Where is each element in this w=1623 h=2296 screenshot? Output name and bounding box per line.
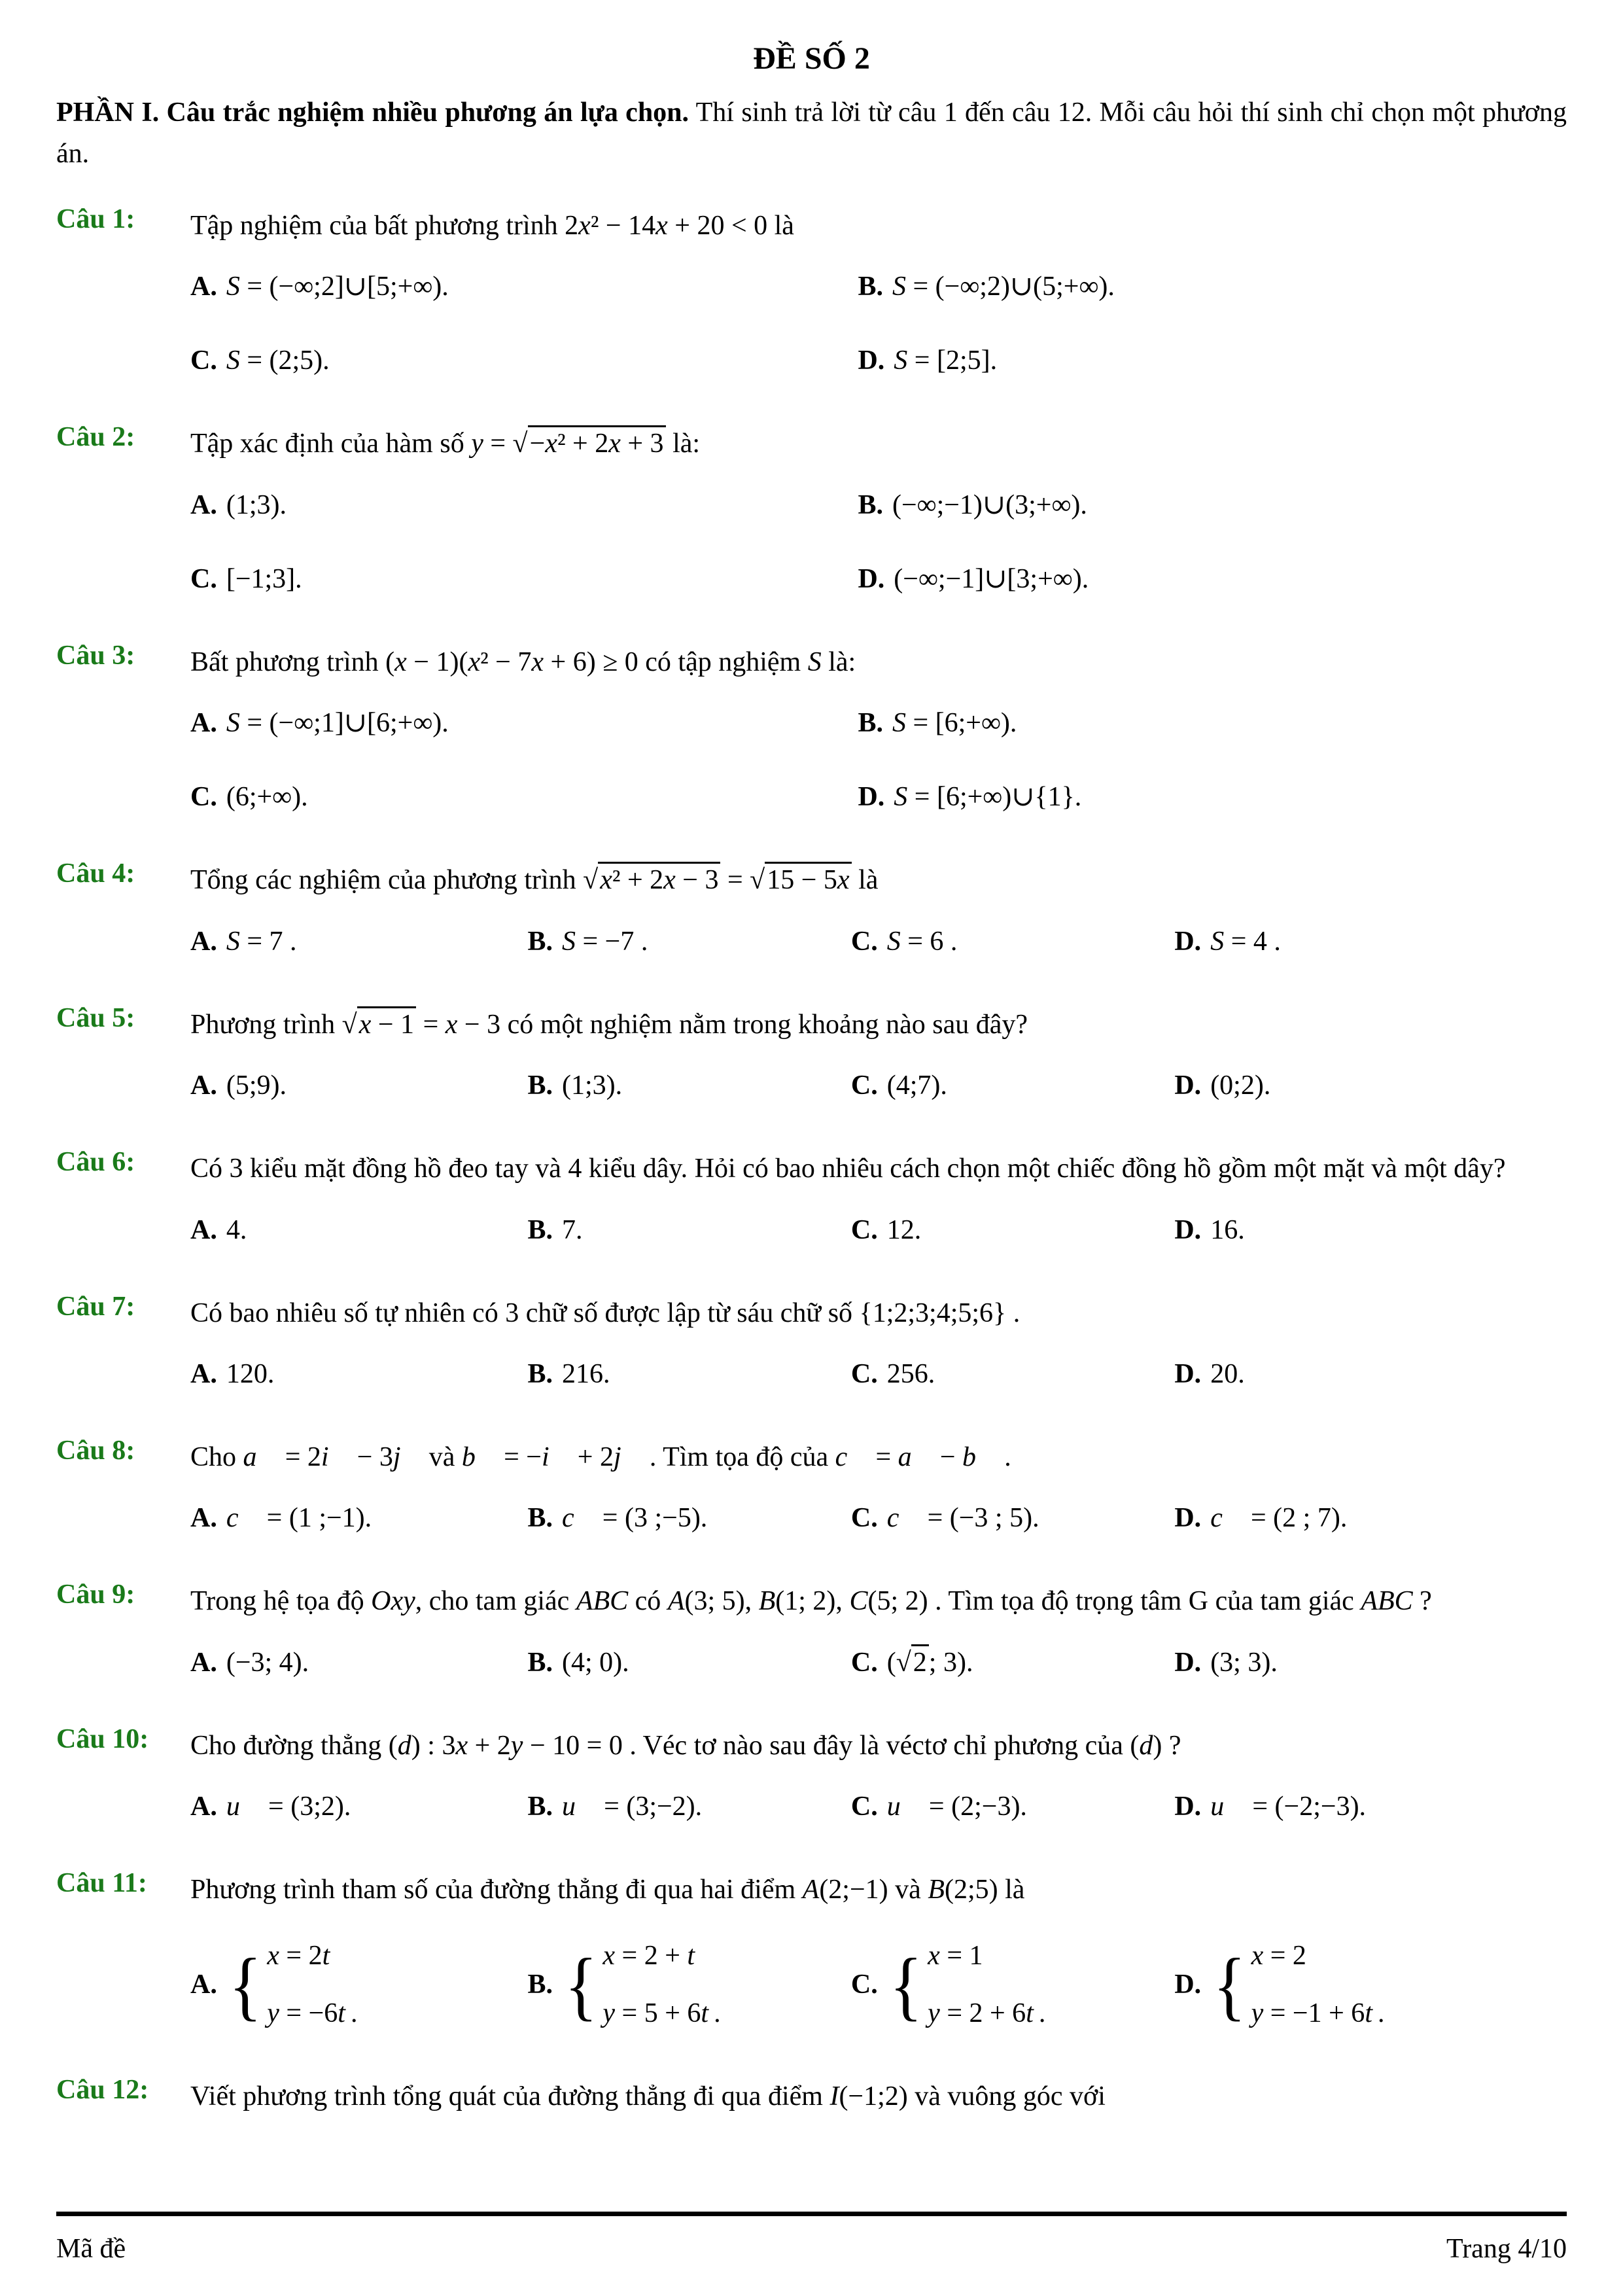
q11-answer-b-dot: . bbox=[714, 1998, 721, 2028]
q6-answer-b-text: 7. bbox=[561, 1214, 583, 1245]
q2-answer-a bbox=[190, 484, 858, 527]
q8-label: Câu 8: bbox=[56, 1436, 135, 1466]
q11-body bbox=[190, 1867, 1567, 2034]
q2-answer-c-label: C. bbox=[190, 563, 217, 594]
q9-label: Câu 9: bbox=[56, 1580, 135, 1610]
q7-answer-a-label: A. bbox=[190, 1358, 217, 1389]
q11-text: Phương trình tham số của đường thẳng đi qua hai điểm A(2;−1) và B(2;5) là bbox=[190, 1875, 1025, 1905]
q5-body bbox=[190, 1002, 1567, 1107]
q3-answers bbox=[190, 702, 1567, 819]
q3-answer-a-label: A. bbox=[190, 708, 217, 739]
q9-answer-c-text: (√2; 3). bbox=[887, 1648, 973, 1678]
q11-answer-d-label: D. bbox=[1174, 1969, 1202, 2000]
q4-answer-c bbox=[851, 921, 1174, 963]
q6-answer-a-label: A. bbox=[190, 1214, 217, 1245]
q4-body bbox=[190, 858, 1567, 963]
q5-answer-a-text: (5;9). bbox=[226, 1070, 287, 1101]
q4-answer-b-text: S = −7 . bbox=[561, 926, 648, 957]
q5-answer-c bbox=[851, 1065, 1174, 1107]
q3-answer-d bbox=[858, 776, 1567, 819]
q2-answer-a-label: A. bbox=[190, 489, 217, 520]
q8-answers bbox=[190, 1497, 1567, 1540]
q3-answer-c bbox=[190, 776, 858, 819]
q8-answer-a-label: A. bbox=[190, 1503, 217, 1534]
q1-answer-c-label: C. bbox=[190, 345, 217, 376]
q9-answer-b-label: B. bbox=[527, 1647, 553, 1678]
q2-answers bbox=[190, 484, 1567, 601]
q8-answer-b-text: c⃗ = (3 ;−5). bbox=[561, 1503, 708, 1534]
q11-answer-a-line2: y = −6t bbox=[267, 1998, 345, 2028]
q3-answer-a bbox=[190, 702, 858, 745]
question-10 bbox=[56, 1723, 1567, 1828]
q12-text: Viết phương trình tổng quát của đường thẳng đi qua điểm I(−1;2) và vuông góc với bbox=[190, 2081, 1106, 2111]
q11-answers bbox=[190, 1935, 1567, 2034]
q1-answer-d bbox=[858, 340, 1567, 382]
q2-answer-c-text: [−1;3]. bbox=[226, 563, 302, 594]
q2-answer-c bbox=[190, 558, 858, 601]
q6-answer-c-text: 12. bbox=[886, 1214, 922, 1245]
question-2 bbox=[56, 421, 1567, 600]
q3-answer-b-text: S = [6;+∞). bbox=[892, 708, 1017, 739]
q4-answers bbox=[190, 921, 1567, 963]
q4-answer-c-text: S = 6 . bbox=[886, 926, 958, 957]
q9-body bbox=[190, 1579, 1567, 1684]
q7-answer-d-text: 20. bbox=[1210, 1358, 1245, 1389]
q3-answer-c-label: C. bbox=[190, 782, 217, 813]
q7-answer-a bbox=[190, 1353, 527, 1396]
page-title: ĐỀ SỐ 2 bbox=[753, 41, 870, 76]
q2-body bbox=[190, 421, 1567, 600]
footer-divider bbox=[56, 2212, 1567, 2216]
intro-bold-text: PHẦN I. Câu trắc nghiệm nhiều phương án lựa chọn. bbox=[56, 97, 689, 128]
q10-answer-a bbox=[190, 1786, 527, 1828]
q6-body bbox=[190, 1146, 1567, 1251]
q8-answer-c-text: c⃗ = (−3 ; 5). bbox=[886, 1503, 1039, 1534]
q4-answer-c-label: C. bbox=[850, 926, 878, 957]
intro-regular-text: Thí sinh trả lời từ câu 1 đến câu 12. Mỗi câu hỏi thí sinh chỉ chọn một phương án. bbox=[56, 97, 1567, 169]
q4-text: Tổng các nghiệm của phương trình √x² + 2x − 3 = √15 − 5x là bbox=[190, 858, 1567, 903]
q7-answer-c bbox=[851, 1353, 1174, 1396]
q8-body bbox=[190, 1435, 1567, 1540]
q4-answer-b bbox=[527, 921, 850, 963]
q11-answer-c-label: C. bbox=[850, 1969, 878, 2000]
q10-answer-a-text: u⃗ = (3;2). bbox=[226, 1792, 351, 1822]
q5-answer-d bbox=[1174, 1065, 1567, 1107]
q11-answer-b bbox=[527, 1935, 850, 2034]
q3-answer-d-label: D. bbox=[858, 782, 885, 813]
q9-text: Trong hệ tọa độ Oxy, cho tam giác ABC có A(3; 5), B(1; 2), C(5; 2) . Tìm tọa độ trọng tâm G của tam giác ABC ? bbox=[190, 1586, 1432, 1617]
q9-answers bbox=[190, 1642, 1567, 1684]
q11-answer-d-system bbox=[1251, 1935, 1372, 2034]
q10-label: Câu 10: bbox=[56, 1723, 149, 1754]
q4-answer-d-text: S = 4 . bbox=[1210, 926, 1281, 957]
q11-answer-b-line2: y = 5 + 6t bbox=[602, 1998, 709, 2028]
q2-answer-d bbox=[858, 558, 1567, 601]
q7-answer-d bbox=[1174, 1353, 1567, 1396]
q1-answer-d-label: D. bbox=[858, 345, 885, 376]
q4-answer-a bbox=[190, 921, 527, 963]
question-3 bbox=[56, 640, 1567, 819]
q9-answer-c bbox=[851, 1642, 1174, 1684]
q9-answer-a-label: A. bbox=[190, 1647, 217, 1678]
page-footer bbox=[56, 2233, 1567, 2265]
q2-answer-a-text: (1;3). bbox=[226, 489, 287, 520]
q10-answer-b-text: u⃗ = (3;−2). bbox=[561, 1792, 703, 1822]
q7-answer-c-label: C. bbox=[850, 1358, 878, 1389]
q8-answer-c bbox=[851, 1497, 1174, 1540]
q10-body bbox=[190, 1723, 1567, 1828]
q1-answer-a-label: A. bbox=[190, 272, 217, 302]
q7-answer-d-label: D. bbox=[1174, 1358, 1202, 1389]
q6-label: Câu 6: bbox=[56, 1147, 135, 1178]
left-brace-glyph: { bbox=[889, 1942, 923, 2028]
q6-answer-d-text: 16. bbox=[1210, 1214, 1245, 1245]
q11-answer-c-line1: x = 1 bbox=[928, 1941, 983, 1971]
footer-exam-code: Mã đề bbox=[56, 2234, 126, 2264]
q4-answer-b-label: B. bbox=[527, 926, 553, 957]
question-1 bbox=[56, 203, 1567, 382]
q5-answer-d-label: D. bbox=[1174, 1070, 1202, 1101]
question-8 bbox=[56, 1435, 1567, 1540]
q11-answer-d-dot: . bbox=[1377, 1998, 1385, 2028]
footer-page-number: Trang 4/10 bbox=[1446, 2234, 1567, 2264]
q10-answer-c-label: C. bbox=[850, 1792, 878, 1822]
q11-answer-a-system bbox=[267, 1935, 345, 2034]
q3-body bbox=[190, 640, 1567, 819]
q6-answers bbox=[190, 1209, 1567, 1252]
q3-answer-d-text: S = [6;+∞)∪{1}. bbox=[894, 782, 1082, 813]
q8-answer-d bbox=[1174, 1497, 1567, 1540]
q5-answers bbox=[190, 1065, 1567, 1107]
q11-answer-c-line2: y = 2 + 6t bbox=[928, 1998, 1034, 2028]
q11-answer-d bbox=[1174, 1935, 1567, 2034]
q11-answer-d-line1: x = 2 bbox=[1251, 1941, 1306, 1971]
q10-answer-c-text: u⃗ = (2;−3). bbox=[886, 1792, 1027, 1822]
q5-answer-b-text: (1;3). bbox=[561, 1070, 623, 1101]
q12-body bbox=[190, 2074, 1567, 2119]
q2-answer-d-text: (−∞;−1]∪[3;+∞). bbox=[894, 563, 1089, 594]
q9-answer-b-text: (4; 0). bbox=[561, 1647, 629, 1678]
q2-answer-b-label: B. bbox=[858, 489, 883, 520]
q7-answer-b bbox=[527, 1353, 850, 1396]
q7-body bbox=[190, 1291, 1567, 1396]
q5-answer-b-label: B. bbox=[527, 1070, 553, 1101]
q11-answer-b-label: B. bbox=[527, 1969, 553, 2000]
question-6 bbox=[56, 1146, 1567, 1251]
q12-label: Câu 12: bbox=[56, 2074, 149, 2105]
q7-answer-b-label: B. bbox=[527, 1358, 553, 1389]
q7-answer-a-text: 120. bbox=[226, 1358, 275, 1389]
q1-answer-a bbox=[190, 266, 858, 308]
q5-label: Câu 5: bbox=[56, 1002, 135, 1033]
intro-paragraph bbox=[56, 92, 1567, 175]
left-brace-glyph: { bbox=[564, 1942, 598, 2028]
q2-answer-b bbox=[858, 484, 1567, 527]
q11-answer-c-system bbox=[928, 1935, 1034, 2034]
q10-answer-d-text: u⃗ = (−2;−3). bbox=[1210, 1792, 1367, 1822]
q5-answer-c-text: (4;7). bbox=[886, 1070, 947, 1101]
q8-text: Cho a⃗ = 2i⃗ − 3j⃗ và b⃗ = −i⃗ + 2j⃗ . Tìm tọa độ của c⃗ = a⃗ − b⃗ . bbox=[190, 1442, 1011, 1473]
q8-answer-a-text: c⃗ = (1 ;−1). bbox=[226, 1503, 372, 1534]
q11-answer-b-system bbox=[602, 1935, 708, 2034]
q10-answers bbox=[190, 1786, 1567, 1828]
q7-answers bbox=[190, 1353, 1567, 1396]
question-12 bbox=[56, 2074, 1567, 2119]
q9-answer-a-text: (−3; 4). bbox=[226, 1647, 309, 1678]
left-brace-glyph: { bbox=[228, 1942, 262, 2028]
q11-answer-c-dot: . bbox=[1038, 1998, 1046, 2028]
q3-answer-a-text: S = (−∞;1]∪[6;+∞). bbox=[226, 708, 449, 739]
question-7 bbox=[56, 1291, 1567, 1396]
q9-answer-d bbox=[1174, 1642, 1567, 1684]
q1-answer-b bbox=[858, 266, 1567, 308]
q6-answer-a-text: 4. bbox=[226, 1214, 247, 1245]
q11-label: Câu 11: bbox=[56, 1868, 147, 1899]
q9-answer-d-label: D. bbox=[1174, 1647, 1202, 1678]
q8-answer-b bbox=[527, 1497, 850, 1540]
q10-text: Cho đường thẳng (d) : 3x + 2y − 10 = 0 . Véc tơ nào sau đây là véctơ chỉ phương của (d) ? bbox=[190, 1730, 1181, 1761]
q5-answer-a bbox=[190, 1065, 527, 1107]
q6-text: Có 3 kiểu mặt đồng hồ đeo tay và 4 kiểu dây. Hỏi có bao nhiêu cách chọn một chiếc đồng hồ gồm một mặt và một dây? bbox=[190, 1154, 1506, 1184]
q5-answer-b bbox=[527, 1065, 850, 1107]
q10-answer-c bbox=[851, 1786, 1174, 1828]
q11-answer-a-line1: x = 2t bbox=[267, 1941, 330, 1971]
q8-answer-c-label: C. bbox=[850, 1503, 878, 1534]
q6-answer-d bbox=[1174, 1209, 1567, 1252]
q8-answer-d-text: c⃗ = (2 ; 7). bbox=[1210, 1503, 1348, 1534]
q7-label: Câu 7: bbox=[56, 1291, 135, 1322]
q7-answer-c-text: 256. bbox=[886, 1358, 935, 1389]
question-list bbox=[56, 203, 1567, 2119]
left-brace-glyph: { bbox=[1213, 1942, 1246, 2028]
q7-answer-b-text: 216. bbox=[561, 1358, 610, 1389]
q1-answer-b-text: S = (−∞;2)∪(5;+∞). bbox=[892, 272, 1115, 302]
q5-answer-c-label: C. bbox=[850, 1070, 878, 1101]
q11-answer-b-line1: x = 2 + t bbox=[602, 1941, 695, 1971]
q1-answer-b-label: B. bbox=[858, 272, 883, 302]
q10-answer-a-label: A. bbox=[190, 1792, 217, 1822]
q4-answer-a-label: A. bbox=[190, 926, 217, 957]
q3-text: Bất phương trình (x − 1)(x² − 7x + 6) ≥ 0 có tập nghiệm S là: bbox=[190, 646, 856, 677]
q2-answer-d-label: D. bbox=[858, 563, 885, 594]
q1-label: Câu 1: bbox=[56, 204, 135, 234]
q10-answer-d bbox=[1174, 1786, 1567, 1828]
q1-answer-d-text: S = [2;5]. bbox=[894, 345, 998, 376]
q5-answer-d-text: (0;2). bbox=[1210, 1070, 1271, 1101]
q11-answer-a-dot: . bbox=[350, 1998, 358, 2028]
q6-answer-d-label: D. bbox=[1174, 1214, 1202, 1245]
q1-answer-a-text: S = (−∞;2]∪[5;+∞). bbox=[226, 272, 449, 302]
question-5 bbox=[56, 1002, 1567, 1107]
q9-answer-c-label: C. bbox=[850, 1647, 878, 1678]
q3-answer-b-label: B. bbox=[858, 708, 883, 739]
q4-label: Câu 4: bbox=[56, 858, 135, 889]
q1-answer-c-text: S = (2;5). bbox=[226, 345, 330, 376]
q4-answer-a-text: S = 7 . bbox=[226, 926, 297, 957]
q8-answer-a bbox=[190, 1497, 527, 1540]
q9-answer-d-text: (3; 3). bbox=[1210, 1647, 1278, 1678]
q2-label: Câu 2: bbox=[56, 422, 135, 453]
q6-answer-c-label: C. bbox=[850, 1214, 878, 1245]
q2-answer-b-text: (−∞;−1)∪(3;+∞). bbox=[892, 489, 1087, 520]
q8-answer-d-label: D. bbox=[1174, 1503, 1202, 1534]
q5-text: Phương trình √x − 1 = x − 3 có một nghiệm nằm trong khoảng nào sau đây? bbox=[190, 1002, 1567, 1048]
q10-answer-b-label: B. bbox=[527, 1792, 553, 1822]
question-4 bbox=[56, 858, 1567, 963]
q11-answer-a bbox=[190, 1935, 527, 2034]
q6-answer-b bbox=[527, 1209, 850, 1252]
q1-answer-c bbox=[190, 340, 858, 382]
q5-answer-a-label: A. bbox=[190, 1070, 217, 1101]
question-9 bbox=[56, 1579, 1567, 1684]
q9-answer-b bbox=[527, 1642, 850, 1684]
q1-text: Tập nghiệm của bất phương trình 2x² − 14x + 20 < 0 là bbox=[190, 211, 794, 241]
q7-text: Có bao nhiêu số tự nhiên có 3 chữ số được lập từ sáu chữ số {1;2;3;4;5;6} . bbox=[190, 1298, 1021, 1328]
q11-answer-d-line2: y = −1 + 6t bbox=[1251, 1998, 1372, 2028]
q6-answer-c bbox=[851, 1209, 1174, 1252]
q2-text: Tập xác định của hàm số y = √−x² + 2x + 3 là: bbox=[190, 421, 1567, 467]
q1-body bbox=[190, 203, 1567, 382]
q1-answers bbox=[190, 266, 1567, 382]
q3-answer-c-text: (6;+∞). bbox=[226, 782, 308, 813]
q4-answer-d-label: D. bbox=[1174, 926, 1202, 957]
q3-label: Câu 3: bbox=[56, 640, 135, 671]
q8-answer-b-label: B. bbox=[527, 1503, 553, 1534]
q4-answer-d bbox=[1174, 921, 1567, 963]
q9-answer-a bbox=[190, 1642, 527, 1684]
q11-answer-c bbox=[851, 1935, 1174, 2034]
q10-answer-b bbox=[527, 1786, 850, 1828]
q6-answer-b-label: B. bbox=[527, 1214, 553, 1245]
question-11 bbox=[56, 1867, 1567, 2034]
q3-answer-b bbox=[858, 702, 1567, 745]
q11-answer-a-label: A. bbox=[190, 1969, 217, 2000]
q6-answer-a bbox=[190, 1209, 527, 1252]
q10-answer-d-label: D. bbox=[1174, 1792, 1202, 1822]
